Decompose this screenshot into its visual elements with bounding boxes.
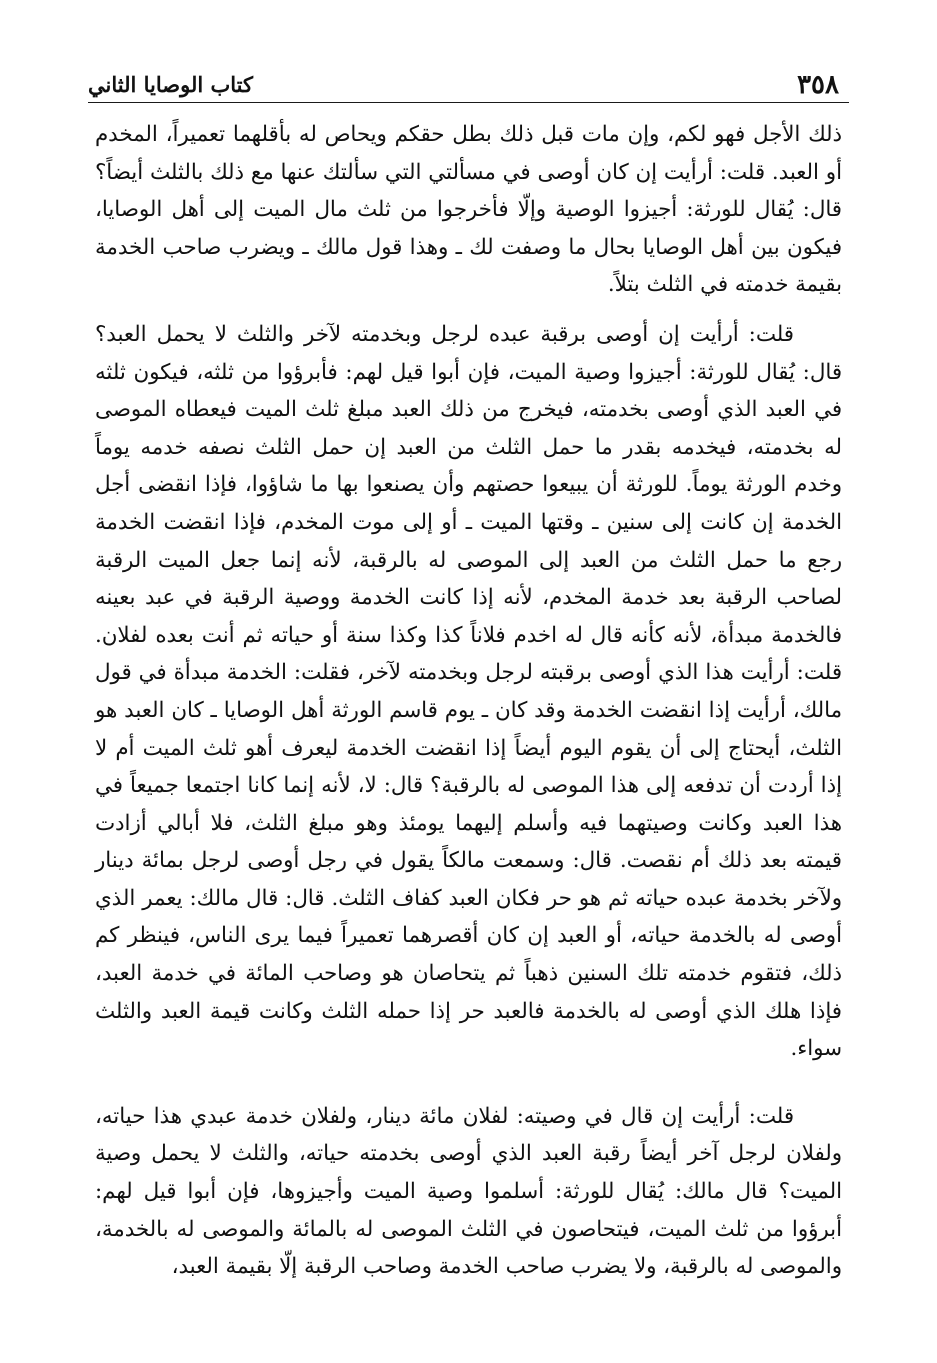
paragraph: قلت: أرأيت إن أوصى برقبة عبده لرجل وبخدمته لآخر والثلث لا يحمل العبد؟ قال: يُقال للورثة: أجيزوا وصية الميت، فإن أبوا قيل لهم: فأبرؤوا من ثلثه، فيكون ثلثه في العبد الذي أوصى بخدمته، فيخرج من ذلك العبد مبلغ ثلث الميت فيعطاه الموصى له بخدمته، فيخدمه بقدر ما حمل الثلث من العبد إن حمل الثلث نصفه خدمه يوماً وخدم الورثة يوماً. للورثة أن يبيعوا حصتهم وأن يصنعوا بها ما شاؤوا، فإذا انقضى أجل الخدمة إن كانت إلى سنين ـ وقتها الميت ـ أو إلى موت المخدم، فإذا انقضت الخدمة رجع ما حمل الثلث من العبد إلى الموصى له بالرقبة، لأنه إنما جعل الميت الرقبة لصاحب الرقبة بعد خدمة المخدم، لأنه إذا كانت الخدمة ووصية الرقبة في عبد بعينه فالخدمة مبدأة، لأنه كأنه قال له اخدم فلاناً كذا وكذا سنة أو حياته ثم أنت بعده لفلان. قلت: أرأيت هذا الذي أوصى برقبته لرجل وبخدمته لآخر، فقلت: الخدمة مبدأة في قول مالك، أرأيت إذا انقضت الخدمة وقد كان ـ يوم قاسم الورثة أهل الوصايا ـ كان العبد هو الثلث، أيحتاج إلى أن يقوم اليوم أيضاً إذا انقضت الخدمة ليعرف أهو ثلث الميت أم لا إذا أردت أن تدفعه إلى هذا الموصى له بالرقبة؟ قال: لا، لأنه إنما كانا اجتمعا جميعاً في هذا العبد وكانت وصيتهما فيه وأسلم إليهما يومئذ وهو مبلغ الثلث، فلا أبالي أزادت قيمته بعد ذلك أم نقصت. قال: وسمعت مالكاً يقول في رجل أوصى لرجل بمائة دينار ولآخر بخدمة عبده حياته ثم هو حر فكان العبد كفاف الثلث. قال: قال مالك: يعمر الذي أوصى له بالخدمة حياته، أو العبد إن كان أقصرهما تعميراً فيما يرى الناس، فينظر كم ذلك، فتقوم خدمته تلك السنين ذهباً ثم يتحاصان هو وصاحب المائة في خدمة العبد، فإذا هلك الذي أوصى له بالخدمة فالعبد حر إذا حمله الثلث وكانت قيمة العبد والثلث سواء. bbox=[95, 321, 842, 1062]
paragraph: ذلك الأجل فهو لكم، وإن مات قبل ذلك بطل حقكم ويحاص له بأقلهما تعميراً، المخدم أو العبد. قلت: أرأيت إن كان أوصى في مسألتي التي سألتك عنها مع ذلك بالثلث أيضاً؟ قال: يُقال للورثة: أجيزوا الوصية وإلّا فأخرجوا من ثلث مال الميت إلى أهل الوصايا، فيكون بين أهل الوصايا بحال ما وصفت لك ـ وهذا قول مالك ـ ويضرب صاحب الخدمة بقيمة خدمته في الثلث بتلاً. bbox=[95, 122, 842, 298]
running-header bbox=[88, 64, 849, 103]
body-text bbox=[95, 116, 842, 1286]
paragraph: قلت: أرأيت إن قال في وصيته: لفلان مائة دينار، ولفلان خدمة عبدي هذا حياته، ولفلان لرجل آخر أيضاً رقبة العبد الذي أوصى بخدمته حياته، والثلث لا يحمل وصية الميت؟ قال مالك: يُقال للورثة: أسلموا وصية الميت وأجيزوها، فإن أبوا قيل لهم: أبرؤوا من ثلث الميت، فيتحاصون في الثلث الموصى له بالمائة والموصى له بالخدمة، والموصى له بالرقبة، ولا يضرب صاحب الخدمة وصاحب الرقبة إلّا بقيمة العبد، bbox=[95, 1103, 842, 1280]
page-number: ٣٥٨ bbox=[797, 70, 839, 100]
book-title: كتاب الوصايا الثاني bbox=[88, 72, 253, 97]
